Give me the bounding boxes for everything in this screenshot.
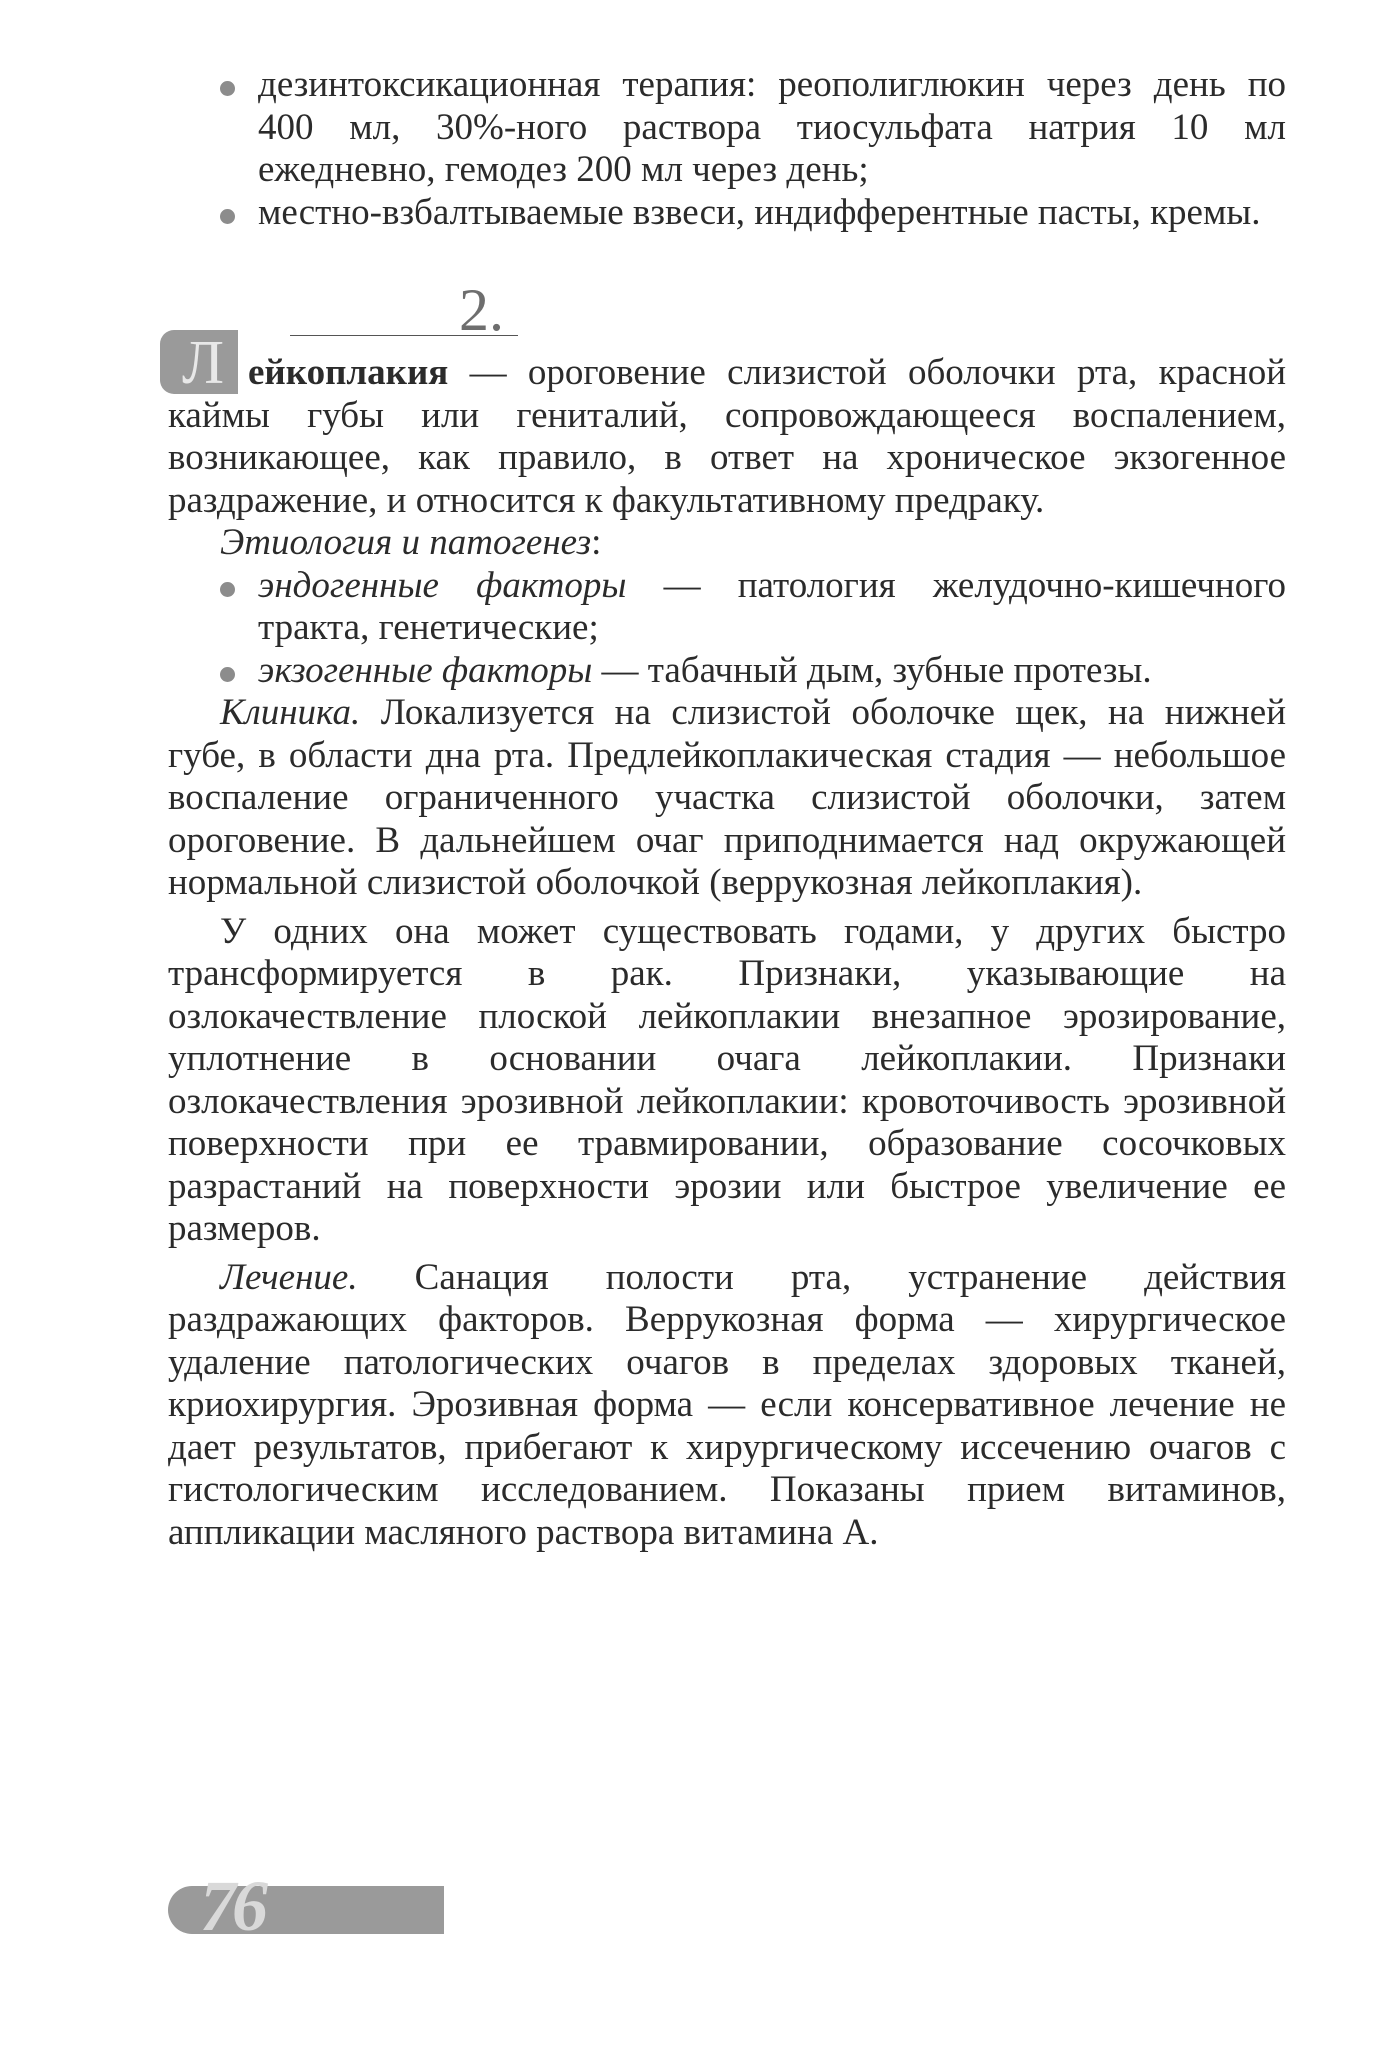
etiology-heading-colon: : [591,522,602,563]
factor-term: экзогенные факторы [258,649,593,691]
list-item-text: дезинтоксикационная терапия: реополиглюкин через день по 400 мл, 30%-ного раствора тиосульфата натрия 10 мл ежедневно, гемодез 200 мл через день; [258,64,1286,190]
transform-paragraph: У одних она может существовать годами, у других быстро трансформируется в рак. Признаки, указывающие на озлокачествление плоской лейкоплакии внезапное эрозирование, уплотнение в основании очага лейкоплакии. Признаки озлокачествления эрозивной лейкоплакии: кровоточивость эрозивной поверхности при ее травмировании, образование сосочковых разрастаний на поверхности эрозии или быстрое увеличение ее размеров. [168,910,1286,1249]
page-number: 76 [200,1866,264,1946]
factor-text: — патология желудочно-кишечного тракта, генетические; [258,564,1286,648]
dropcap-letter: Л [181,329,225,397]
top-bullet-block [168,64,1286,234]
list-item [168,192,1286,235]
section-heading [290,277,518,343]
bullet-dot-icon [220,667,235,682]
list-item [168,565,1286,650]
term-heading: ейкоплакия [248,352,449,393]
factor-text: — табачный дым, зубные протезы. [592,649,1152,691]
main-text-block [168,352,1286,1554]
etiology-list [168,565,1286,693]
etiology-heading-text: Этиология и патогенез [220,522,592,563]
bullet-dot-icon [220,81,235,96]
clinic-text: Локализуется на слизистой оболочке щек, на нижней губе, в области дна рта. Предлейкоплакическая стадия — небольшое воспаление ограниченного участка слизистой оболочки, затем ороговение. В дальнейшем очаг приподнимается над окружающей нормальной слизистой оболочкой (веррукозная лейкоплакия). [168,692,1286,903]
etiology-heading [168,522,1286,565]
top-bullet-list [168,64,1286,234]
treatment-label: Лечение. [220,1256,358,1298]
factor-term: эндогенные факторы [258,564,627,606]
bullet-dot-icon [220,582,235,597]
clinic-label: Клиника. [220,692,361,733]
treatment-paragraph [168,1257,1286,1555]
intro-paragraph [168,352,1286,522]
treatment-text: Санация полости рта, устранение действия раздражающих факторов. Веррукозная форма — хирургическое удаление патологических очагов в пределах здоровых тканей, криохирургия. Эрозивная форма — если консервативное лечение не дает результатов, прибегают к хирургическому иссечению очагов с гистологическим исследованием. Показаны прием витаминов, аппликации масляного раствора витамина А. [168,1256,1286,1553]
list-item [168,650,1286,693]
clinic-paragraph [168,692,1286,905]
section-number: 2. [459,277,504,343]
list-item [168,64,1286,192]
intro-text: — ороговение слизистой оболочки рта, красной каймы губы или гениталий, сопровождающееся воспалением, возникающее, как правило, в ответ на хроническое экзогенное раздражение, и относится к факультативному предраку. [168,352,1286,521]
bullet-dot-icon [220,209,235,224]
list-item-text: местно-взбалтываемые взвеси, индифферентные пасты, кремы. [258,191,1261,233]
